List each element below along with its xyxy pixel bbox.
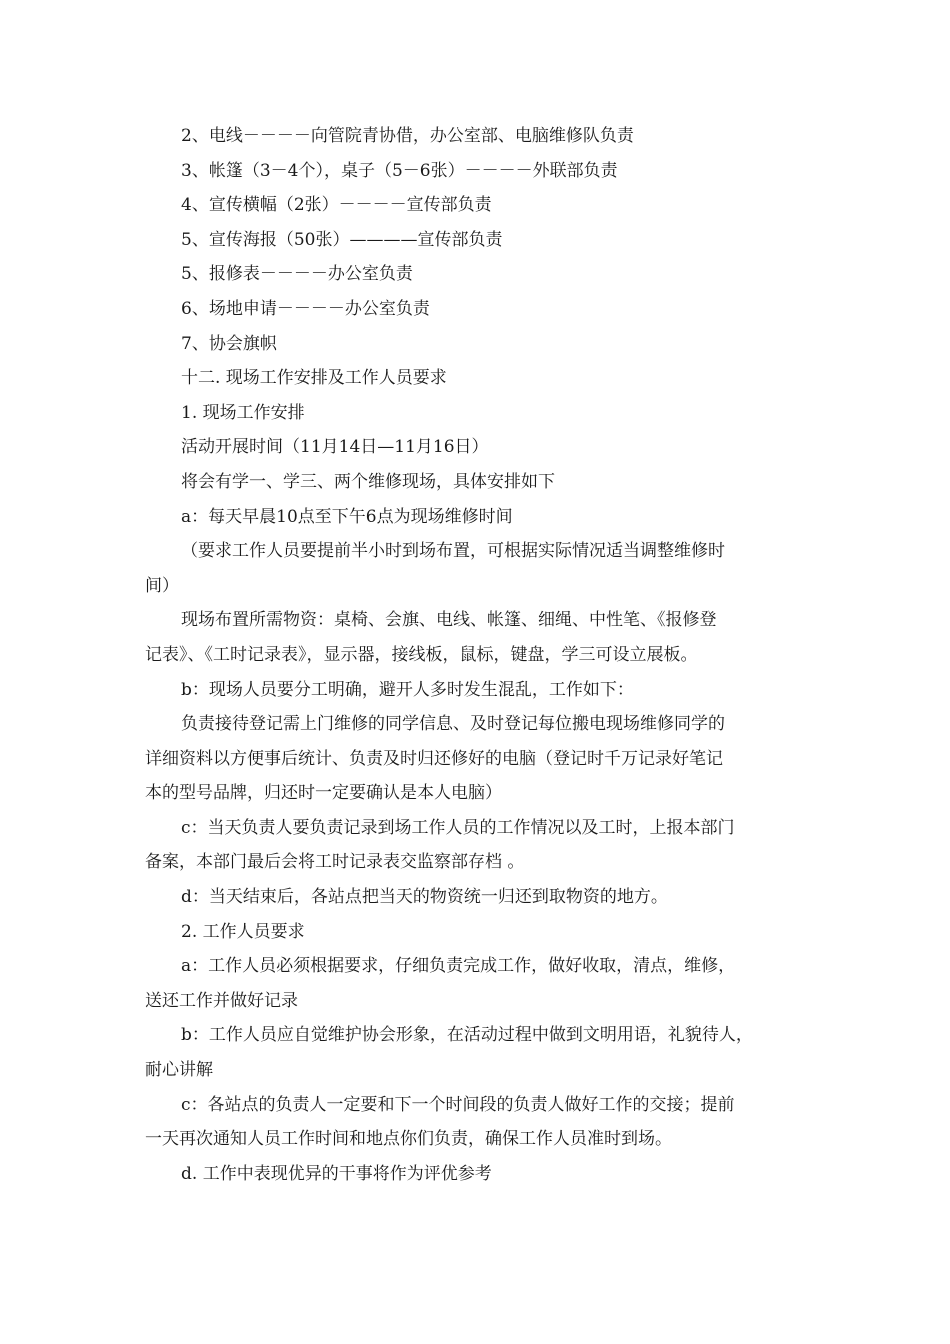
text-line: 将会有学一、学三、两个维修现场，具体安排如下 [181,471,555,492]
text-line: 耐心讲解 [145,1060,213,1081]
text-line: 1. 现场工作安排 [181,402,305,423]
text-line: （要求工作人员要提前半小时到场布置，可根据实际情况适当调整维修时 [181,541,725,562]
text-line: 间） [145,575,179,596]
text-line: a：工作人员必须根据要求，仔细负责完成工作，做好收取，清点，维修， [181,956,736,977]
text-line: 6、场地申请－－－－办公室负责 [181,298,430,319]
text-line: 十二. 现场工作安排及工作人员要求 [181,368,447,389]
text-line: 记表》、《工时记录表》，显示器，接线板，鼠标，键盘，学三可设立展板。 [145,644,698,665]
text-line: 现场布置所需物资：桌椅、会旗、电线、帐篷、细绳、中性笔、《报修登 [181,610,717,631]
text-line: b：工作人员应自觉维护协会形象，在活动过程中做到文明用语，礼貌待人， [181,1025,753,1046]
text-line: 备案，本部门最后会将工时记录表交监察部存档 。 [145,852,525,873]
text-line: 2. 工作人员要求 [181,921,305,942]
text-line: 5、报修表－－－－办公室负责 [181,264,413,285]
text-line: 2、电线－－－－向管院青协借，办公室部、电脑维修队负责 [181,126,634,146]
text-line: 负责接待登记需上门维修的同学信息、及时登记每位搬电现场维修同学的 [181,714,725,735]
text-line: b：现场人员要分工明确，避开人多时发生混乱，工作如下： [181,679,634,700]
text-line: d. 工作中表现优异的干事将作为评优参考 [181,1163,492,1184]
text-line: c：各站点的负责人一定要和下一个时间段的负责人做好工作的交接；提前 [181,1094,735,1115]
text-line: 活动开展时间（11月14日—11月16日） [181,437,489,458]
text-line: 7、协会旗帜 [181,333,277,354]
text-line: 4、宣传横幅（2张）－－－－宣传部负责 [181,195,492,216]
text-line: c：当天负责人要负责记录到场工作人员的工作情况以及工时，上报本部门 [181,817,735,838]
text-line: a：每天早晨10点至下午6点为现场维修时间 [181,506,513,527]
text-line: 一天再次通知人员工作时间和地点你们负责，确保工作人员准时到场。 [145,1129,672,1150]
document-body [145,119,815,1191]
text-line: 5、宣传海报（50张）————宣传部负责 [181,229,503,250]
text-line: d：当天结束后，各站点把当天的物资统一归还到取物资的地方。 [181,887,668,908]
text-line: 本的型号品牌，归还时一定要确认是本人电脑） [145,783,502,804]
text-line: 送还工作并做好记录 [145,990,298,1011]
text-line: 详细资料以方便事后统计、负责及时归还修好的电脑（登记时千万记录好笔记 [145,748,723,769]
text-line: 3、帐篷（3－4个），桌子（5－6张）－－－－外联部负责 [181,160,618,181]
